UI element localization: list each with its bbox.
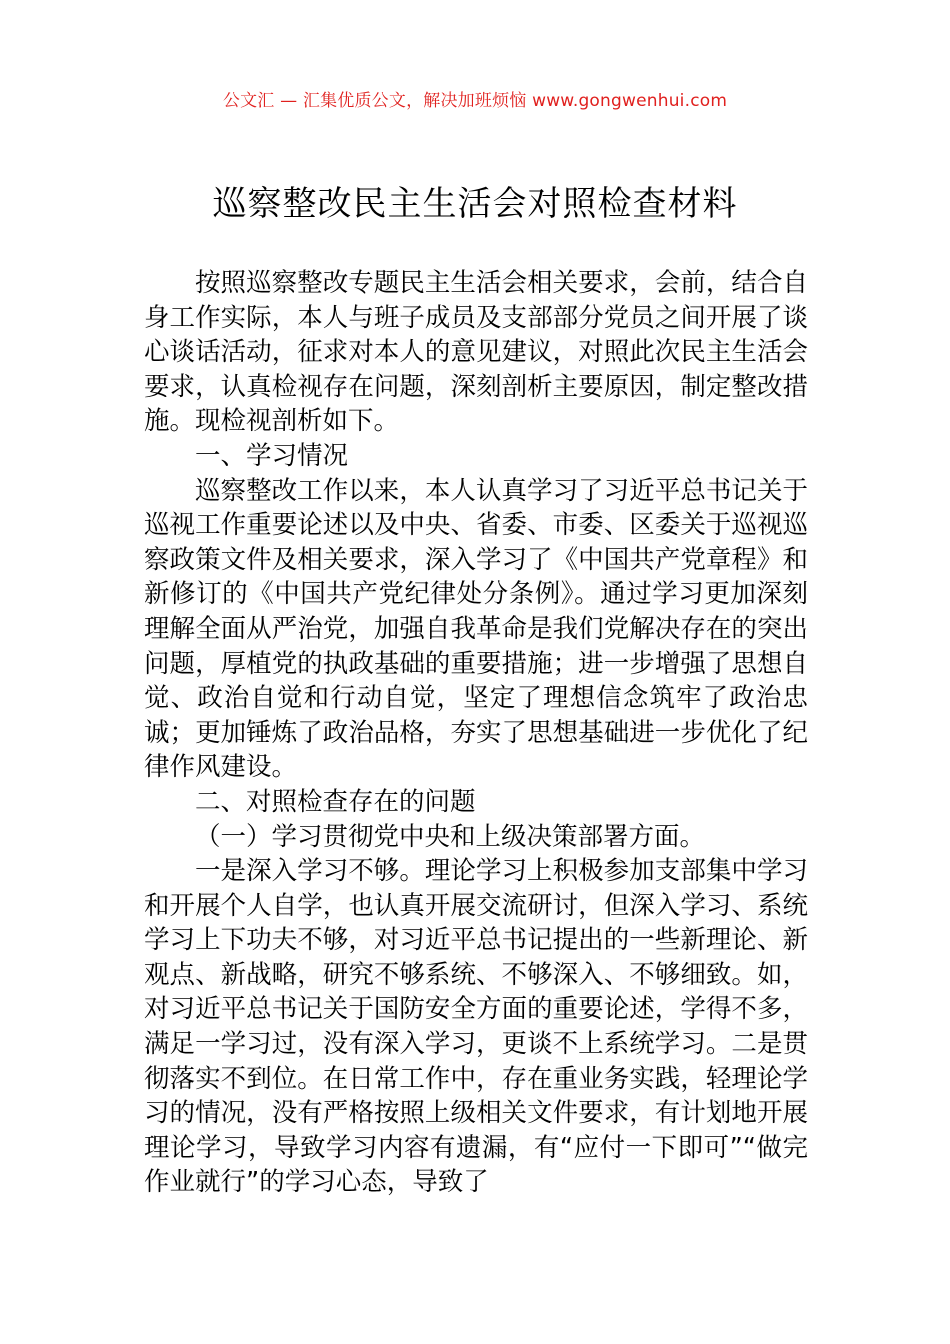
paragraph-problems-1: 一是深入学习不够。理论学习上积极参加支部集中学习和开展个人自学，也认真开展交流研讨，但深入学习、系统学习上下功夫不够，对习近平总书记提出的一些新理论、新观点、新战略，研究不够系统、不够深入、不够细致。如，对习近平总书记关于国防安全方面的重要论述，学得不多，满足一学习过，没有深入学习，更谈不上系统学习。二是贯彻落实不到位。在日常工作中，存在重业务实践，轻理论学习的情况，没有严格按照上级相关文件要求，有计划地开展理论学习，导致学习内容有遗漏，有“应付一下即可”“做完作业就行”的学习心态，导致了 xyxy=(144,856,808,1198)
section-heading-problems: 二、对照检查存在的问题 xyxy=(195,786,476,817)
watermark-header: 公文汇 — 汇集优质公文，解决加班烦恼 www.gongwenhui.com xyxy=(222,91,728,111)
subsection-heading-1: （一）学习贯彻党中央和上级决策部署方面。 xyxy=(195,821,706,852)
paragraph-study: 巡察整改工作以来，本人认真学习了习近平总书记关于巡视工作重要论述以及中央、省委、市委、区委关于巡视巡察政策文件及相关要求，深入学习了《中国共产党章程》和新修订的《中国共产党纪律处分条例》。通过学习更加深刻理解全面从严治党，加强自我革命是我们党解决存在的突出问题，厚植党的执政基础的重要措施；进一步增强了思想自觉、政治自觉和行动自觉，坚定了理想信念筑牢了政治忠诚；更加锤炼了政治品格，夯实了思想基础进一步优化了纪律作风建设。 xyxy=(144,475,808,783)
section-heading-study: 一、学习情况 xyxy=(195,440,349,471)
paragraph-intro: 按照巡察整改专题民主生活会相关要求，会前，结合自身工作实际，本人与班子成员及支部部分党员之间开展了谈心谈话活动，征求对本人的意见建议，对照此次民主生活会要求，认真检视存在问题，深刻剖析主要原因，制定整改措施。现检视剖析如下。 xyxy=(144,268,808,437)
document-body xyxy=(144,266,808,1200)
document-title: 巡察整改民主生活会对照检查材料 xyxy=(212,184,738,224)
